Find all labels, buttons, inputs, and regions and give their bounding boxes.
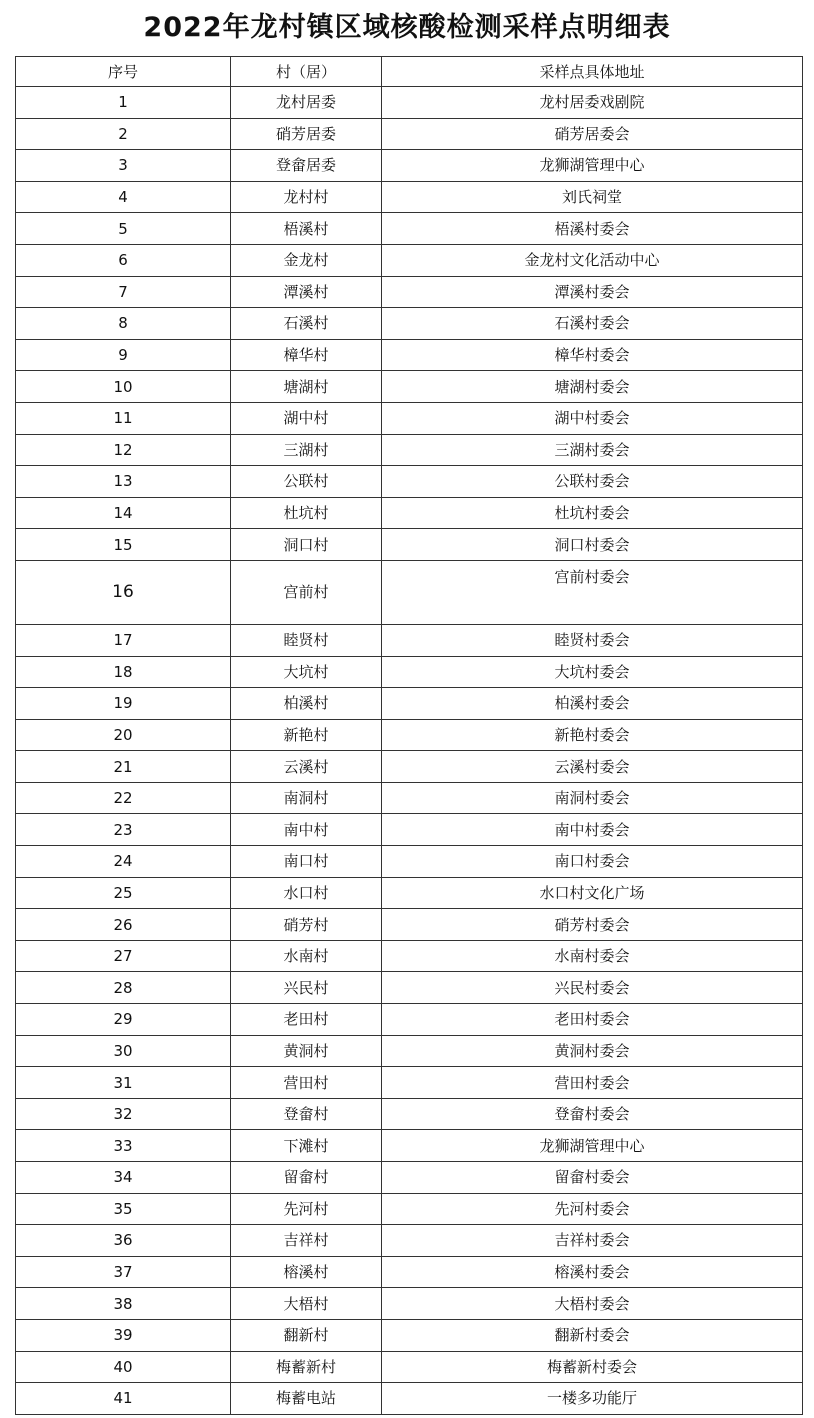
row-number-cell: 35 — [16, 1193, 231, 1225]
village-cell: 南口村 — [231, 846, 382, 878]
table-row — [16, 87, 803, 119]
table-row — [16, 656, 803, 688]
village-cell: 下滩村 — [231, 1130, 382, 1162]
site-address-cell: 金龙村文化活动中心 — [382, 244, 803, 276]
site-address-cell: 一楼多功能厅 — [382, 1383, 803, 1415]
table-row — [16, 434, 803, 466]
table-row — [16, 1256, 803, 1288]
site-address-cell: 登畲村委会 — [382, 1098, 803, 1130]
site-address-cell: 洞口村委会 — [382, 529, 803, 561]
village-cell: 云溪村 — [231, 751, 382, 783]
site-address-cell: 石溪村委会 — [382, 308, 803, 340]
table-row — [16, 1067, 803, 1099]
site-address-cell: 留畲村委会 — [382, 1162, 803, 1194]
village-cell: 营田村 — [231, 1067, 382, 1099]
row-number-cell: 31 — [16, 1067, 231, 1099]
table-row — [16, 560, 803, 624]
village-cell: 塘湖村 — [231, 371, 382, 403]
header-site: 采样点具体地址 — [382, 57, 803, 87]
site-address-cell: 南口村委会 — [382, 846, 803, 878]
row-number-cell: 24 — [16, 846, 231, 878]
village-cell: 南洞村 — [231, 782, 382, 814]
table-row — [16, 877, 803, 909]
village-cell: 三湖村 — [231, 434, 382, 466]
village-cell: 梅蓄新村 — [231, 1351, 382, 1383]
site-address-cell: 吉祥村委会 — [382, 1225, 803, 1257]
site-address-cell: 龙狮湖管理中心 — [382, 150, 803, 182]
header-village: 村（居） — [231, 57, 382, 87]
table-row — [16, 972, 803, 1004]
table-row — [16, 1288, 803, 1320]
table-row — [16, 402, 803, 434]
village-cell: 湖中村 — [231, 402, 382, 434]
site-address-cell: 公联村委会 — [382, 466, 803, 498]
row-number-cell: 41 — [16, 1383, 231, 1415]
table-row — [16, 909, 803, 941]
row-number-cell: 20 — [16, 719, 231, 751]
site-address-cell: 榕溪村委会 — [382, 1256, 803, 1288]
site-address-cell: 柏溪村委会 — [382, 688, 803, 720]
village-cell: 硝芳村 — [231, 909, 382, 941]
table-row — [16, 529, 803, 561]
village-cell: 睦贤村 — [231, 624, 382, 656]
row-number-cell: 9 — [16, 339, 231, 371]
table-row — [16, 782, 803, 814]
site-address-cell: 兴民村委会 — [382, 972, 803, 1004]
site-address-cell: 先河村委会 — [382, 1193, 803, 1225]
row-number-cell: 6 — [16, 244, 231, 276]
table-row — [16, 371, 803, 403]
village-cell: 柏溪村 — [231, 688, 382, 720]
village-cell: 洞口村 — [231, 529, 382, 561]
village-cell: 吉祥村 — [231, 1225, 382, 1257]
row-number-cell: 36 — [16, 1225, 231, 1257]
site-address-cell: 樟华村委会 — [382, 339, 803, 371]
row-number-cell: 25 — [16, 877, 231, 909]
site-address-cell: 梧溪村委会 — [382, 213, 803, 245]
site-address-cell: 睦贤村委会 — [382, 624, 803, 656]
village-cell: 龙村村 — [231, 181, 382, 213]
row-number-cell: 30 — [16, 1035, 231, 1067]
village-cell: 宫前村 — [231, 560, 382, 624]
row-number-cell: 22 — [16, 782, 231, 814]
row-number-cell: 38 — [16, 1288, 231, 1320]
page-title: 2022年龙村镇区域核酸检测采样点明细表 — [143, 12, 671, 43]
table-row — [16, 940, 803, 972]
table-row — [16, 1130, 803, 1162]
village-cell: 黄洞村 — [231, 1035, 382, 1067]
site-address-cell: 湖中村委会 — [382, 402, 803, 434]
row-number-cell: 32 — [16, 1098, 231, 1130]
table-row — [16, 1098, 803, 1130]
table-row — [16, 846, 803, 878]
site-address-cell: 水口村文化广场 — [382, 877, 803, 909]
table-row — [16, 308, 803, 340]
row-number-cell: 19 — [16, 688, 231, 720]
site-address-cell: 硝芳居委会 — [382, 118, 803, 150]
table-row — [16, 1225, 803, 1257]
table-row — [16, 150, 803, 182]
site-address-cell: 杜坑村委会 — [382, 497, 803, 529]
row-number-cell: 8 — [16, 308, 231, 340]
row-number-cell: 34 — [16, 1162, 231, 1194]
header-no: 序号 — [16, 57, 231, 87]
village-cell: 梅蓄电站 — [231, 1383, 382, 1415]
village-cell: 潭溪村 — [231, 276, 382, 308]
table-row — [16, 1351, 803, 1383]
table-row — [16, 1004, 803, 1036]
table-row — [16, 719, 803, 751]
village-cell: 公联村 — [231, 466, 382, 498]
table-row — [16, 244, 803, 276]
site-address-cell: 云溪村委会 — [382, 751, 803, 783]
row-number-cell: 21 — [16, 751, 231, 783]
site-address-cell: 新艳村委会 — [382, 719, 803, 751]
sampling-sites-table — [15, 56, 803, 1415]
table-row — [16, 118, 803, 150]
row-number-cell: 27 — [16, 940, 231, 972]
table-header-row — [16, 57, 803, 87]
village-cell: 水南村 — [231, 940, 382, 972]
village-cell: 老田村 — [231, 1004, 382, 1036]
row-number-cell: 12 — [16, 434, 231, 466]
table-row — [16, 1319, 803, 1351]
site-address-cell: 翻新村委会 — [382, 1319, 803, 1351]
table-row — [16, 1193, 803, 1225]
village-cell: 南中村 — [231, 814, 382, 846]
row-number-cell: 16 — [16, 560, 231, 624]
village-cell: 杜坑村 — [231, 497, 382, 529]
row-number-cell: 37 — [16, 1256, 231, 1288]
village-cell: 大梧村 — [231, 1288, 382, 1320]
row-number-cell: 17 — [16, 624, 231, 656]
village-cell: 新艳村 — [231, 719, 382, 751]
table-row — [16, 339, 803, 371]
site-address-cell: 硝芳村委会 — [382, 909, 803, 941]
village-cell: 兴民村 — [231, 972, 382, 1004]
village-cell: 大坑村 — [231, 656, 382, 688]
village-cell: 樟华村 — [231, 339, 382, 371]
row-number-cell: 4 — [16, 181, 231, 213]
table-row — [16, 497, 803, 529]
site-address-cell: 潭溪村委会 — [382, 276, 803, 308]
row-number-cell: 10 — [16, 371, 231, 403]
row-number-cell: 3 — [16, 150, 231, 182]
site-address-cell: 龙村居委戏剧院 — [382, 87, 803, 119]
table-row — [16, 181, 803, 213]
village-cell: 登畲居委 — [231, 150, 382, 182]
table-row — [16, 213, 803, 245]
row-number-cell: 29 — [16, 1004, 231, 1036]
village-cell: 翻新村 — [231, 1319, 382, 1351]
site-address-cell: 南中村委会 — [382, 814, 803, 846]
site-address-cell: 梅蓄新村委会 — [382, 1351, 803, 1383]
site-address-cell: 黄洞村委会 — [382, 1035, 803, 1067]
table-row — [16, 466, 803, 498]
row-number-cell: 5 — [16, 213, 231, 245]
site-address-cell: 宫前村委会 — [382, 560, 803, 624]
village-cell: 硝芳居委 — [231, 118, 382, 150]
row-number-cell: 1 — [16, 87, 231, 119]
table-body — [16, 87, 803, 1415]
row-number-cell: 23 — [16, 814, 231, 846]
site-address-cell: 大坑村委会 — [382, 656, 803, 688]
row-number-cell: 13 — [16, 466, 231, 498]
table-row — [16, 1383, 803, 1415]
village-cell: 龙村居委 — [231, 87, 382, 119]
village-cell: 金龙村 — [231, 244, 382, 276]
table-row — [16, 1162, 803, 1194]
row-number-cell: 28 — [16, 972, 231, 1004]
village-cell: 梧溪村 — [231, 213, 382, 245]
site-address-cell: 大梧村委会 — [382, 1288, 803, 1320]
site-address-cell: 龙狮湖管理中心 — [382, 1130, 803, 1162]
row-number-cell: 33 — [16, 1130, 231, 1162]
site-address-cell: 老田村委会 — [382, 1004, 803, 1036]
table-row — [16, 751, 803, 783]
site-address-cell: 塘湖村委会 — [382, 371, 803, 403]
site-address-cell: 营田村委会 — [382, 1067, 803, 1099]
row-number-cell: 2 — [16, 118, 231, 150]
site-address-cell: 南洞村委会 — [382, 782, 803, 814]
table-row — [16, 688, 803, 720]
row-number-cell: 11 — [16, 402, 231, 434]
table-row — [16, 814, 803, 846]
village-cell: 石溪村 — [231, 308, 382, 340]
table-row — [16, 624, 803, 656]
row-number-cell: 7 — [16, 276, 231, 308]
site-address-cell: 刘氏祠堂 — [382, 181, 803, 213]
village-cell: 先河村 — [231, 1193, 382, 1225]
row-number-cell: 15 — [16, 529, 231, 561]
row-number-cell: 18 — [16, 656, 231, 688]
row-number-cell: 40 — [16, 1351, 231, 1383]
village-cell: 水口村 — [231, 877, 382, 909]
site-address-cell: 三湖村委会 — [382, 434, 803, 466]
table-row — [16, 276, 803, 308]
table-row — [16, 1035, 803, 1067]
site-address-cell: 水南村委会 — [382, 940, 803, 972]
row-number-cell: 39 — [16, 1319, 231, 1351]
village-cell: 留畲村 — [231, 1162, 382, 1194]
village-cell: 登畲村 — [231, 1098, 382, 1130]
row-number-cell: 26 — [16, 909, 231, 941]
row-number-cell: 14 — [16, 497, 231, 529]
village-cell: 榕溪村 — [231, 1256, 382, 1288]
